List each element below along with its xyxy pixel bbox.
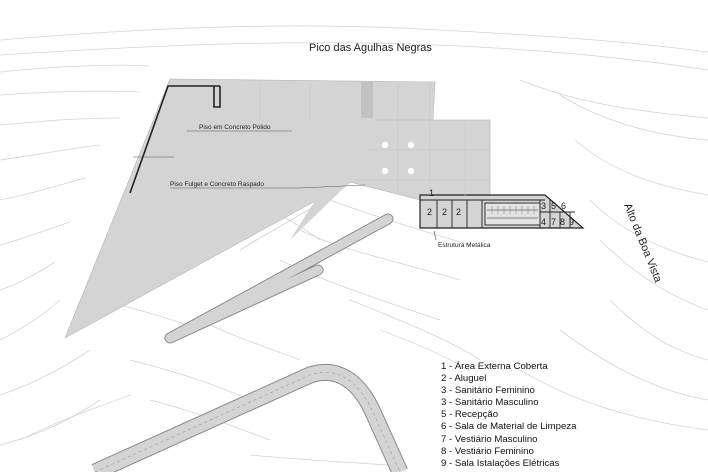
room-number-4: 4: [541, 217, 547, 227]
metal-structure-label: Estrutura Metálica: [438, 242, 491, 249]
legend-item: 6 - Sala de Material de Limpeza: [441, 421, 577, 433]
north-label: Pico das Agulhas Negras: [309, 42, 432, 54]
room-number-2: 2: [442, 207, 448, 217]
room-number-5: 5: [551, 201, 557, 211]
floor-fulget-label: Piso Fulget e Concreto Raspado: [170, 181, 264, 188]
room-number-2: 2: [456, 207, 462, 217]
legend-item: 8 - Vestiário Feminino: [441, 445, 534, 457]
legend-item: 9 - Sala Istalações Elétricas: [441, 457, 560, 469]
room-number-9: 9: [569, 217, 575, 227]
room-legend: [441, 361, 576, 470]
legend-item: 3 - Sanitário Masculino: [441, 397, 539, 409]
room-number-6: 6: [561, 201, 567, 211]
room-number-8: 8: [560, 217, 566, 227]
legend-item: 7 - Vestiário Masculino: [441, 433, 538, 445]
room-number-2: 2: [427, 207, 433, 217]
room-number-7: 7: [551, 217, 557, 227]
legend-item: 1 - Área Externa Coberta: [441, 361, 548, 372]
room-number-1: 1: [429, 188, 435, 198]
legend-item: 3 - Sanitário Feminino: [441, 385, 535, 397]
east-label: Alto da Boa Vista: [621, 201, 664, 285]
room-number-3: 3: [541, 201, 547, 211]
floor-polished-label: Piso em Concreto Polido: [199, 124, 271, 131]
legend-item: 2 - Aluguel: [441, 373, 487, 385]
legend-item: 5 - Recepção: [441, 409, 499, 421]
